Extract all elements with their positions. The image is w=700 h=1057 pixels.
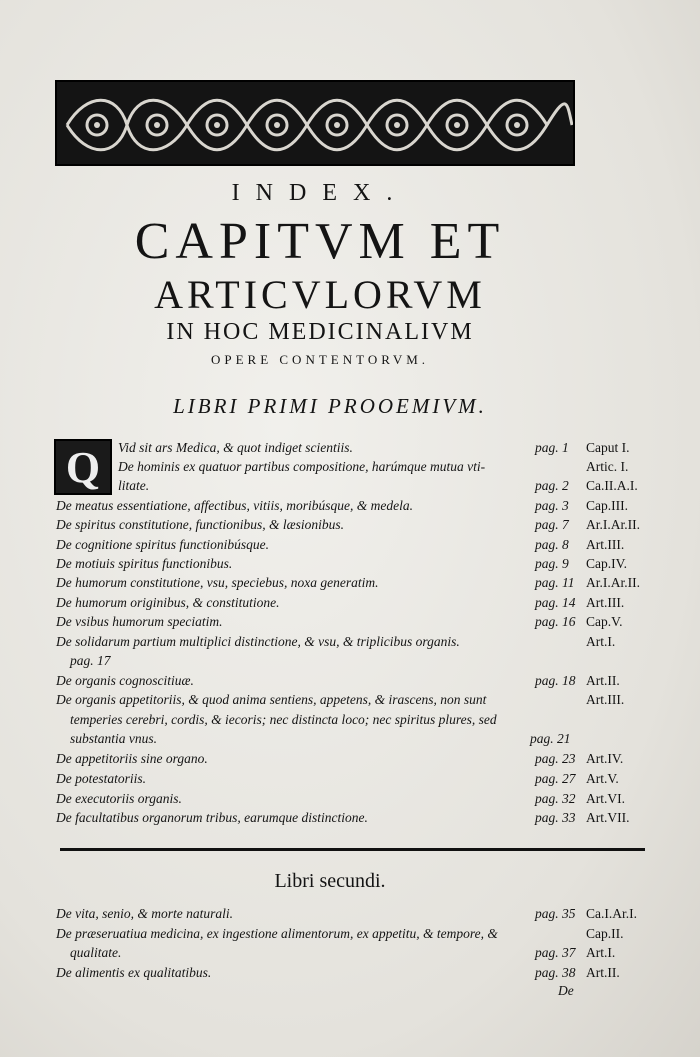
toc-entry-page: pag. 21 [530,731,571,746]
toc-entry-reference: Art.IV. [586,751,624,766]
toc-entry-title: De meatus essentiatione, affectibus, vitiis, moribúsque, & medela. [56,498,413,513]
toc-entry-reference: Art.I. [586,634,616,649]
toc-entry-page: pag. 2 [535,478,569,493]
toc-entry-title: De hominis ex quatuor partibus compositione, harúmque mutua vti- [118,459,486,474]
toc-entry-title: De alimentis ex qualitatibus. [56,965,212,980]
toc-row [0,789,700,808]
toc-row [0,729,700,748]
toc-entry-title: De humorum originibus, & constitutione. [56,595,280,610]
toc-row [0,749,700,768]
toc-entry-page: pag. 37 [535,945,576,960]
toc-row [0,554,700,573]
title-line-2: ARTICVLORVM [154,272,486,317]
toc-row [0,904,700,923]
toc-entry-page: pag. 23 [535,751,576,766]
toc-entry-reference: Ar.I.Ar.II. [586,517,640,532]
toc-entry-title: pag. 17 [70,653,111,668]
toc-row [0,981,700,1000]
toc-entry-page: pag. 14 [535,595,576,610]
section-heading-book-two: Libri secundi. [274,870,386,892]
toc-entry-page: pag. 18 [535,673,576,688]
toc-entry-reference: Cap.II. [586,926,624,941]
toc-entry-reference: Ar.I.Ar.II. [586,575,640,590]
toc-entry-reference: Art.III. [586,537,625,552]
toc-row [0,671,700,690]
toc-entry-page: pag. 38 [535,965,576,980]
toc-entry-reference: Ca.I.Ar.I. [586,906,637,921]
toc-entry-title: De executoriis organis. [56,791,182,806]
toc-entry-page: pag. 16 [535,614,576,629]
toc-entry-reference: Art.I. [586,945,616,960]
toc-entry-page: pag. 27 [535,771,576,786]
title-line-4: OPERE CONTENTORVM. [210,352,430,367]
toc-row [0,690,700,709]
toc-entry-title: De spiritus constitutione, functionibus, & læsionibus. [56,517,345,532]
title-line-1: CAPITVM ET [134,213,506,270]
toc-entry-title: substantia vnus. [70,731,158,746]
toc-row [0,573,700,592]
toc-entry-title: De organis cognoscitiuæ. [56,673,194,688]
toc-entry-title: De humorum constitutione, vsu, speciebus, noxa generatim. [56,575,379,590]
toc-entry-title: De vsibus humorum speciatim. [56,614,223,629]
toc-row [0,515,700,534]
toc-entry-title: litate. [118,478,150,493]
section-heading-book-one: LIBRI PRIMI PROOEMIVM. [173,394,487,418]
toc-entry-reference: Cap.IV. [586,556,628,571]
toc-entry-title: De organis appetitoriis, & quod anima sentiens, appetens, & irascens, non sunt [56,692,487,707]
toc-entry-page: pag. 7 [535,517,569,532]
toc-entry-reference: Art.VI. [586,791,625,806]
toc-entry-title: qualitate. [70,945,122,960]
toc-entry-reference: Cap.III. [586,498,628,513]
toc-row [0,612,700,631]
decorated-initial: Q [54,439,112,495]
toc-entry-page: pag. 11 [535,575,575,590]
toc-entry-title: De facultatibus organorum tribus, earumque distinctione. [56,810,368,825]
toc-entry-title: De vita, senio, & morte naturali. [56,906,233,921]
toc-row [0,710,700,729]
toc-row [0,438,700,457]
toc-row [0,476,700,495]
toc-entry-page: pag. 35 [535,906,576,921]
toc-entry-reference: Art.II. [586,965,620,980]
section-divider [60,848,645,851]
toc-row [0,943,700,962]
index-heading: INDEX. [231,180,409,206]
toc-entry-reference: Art.V. [586,771,619,786]
toc-row [0,651,700,670]
title-line-3: IN HOC MEDICINALIVM [166,319,474,345]
toc-row [0,535,700,554]
toc-entry-page: pag. 3 [535,498,569,513]
toc-entry-reference: Artic. I. [586,459,629,474]
toc-row [0,963,700,982]
toc-entry-title: De motiuis spiritus functionibus. [56,556,233,571]
toc-entry-page: pag. 1 [535,440,569,455]
toc-row [0,808,700,827]
toc-entry-page: pag. 8 [535,537,569,552]
toc-entry-page: pag. 32 [535,791,576,806]
toc-entry-title: De [558,983,574,998]
toc-row [0,496,700,515]
toc-entry-title: De potestatoriis. [56,771,146,786]
toc-entry-page: pag. 33 [535,810,576,825]
toc-entry-reference: Art.VII. [586,810,630,825]
toc-row [0,457,700,476]
toc-entry-title: Vid sit ars Medica, & quot indiget scientiis. [118,440,353,455]
toc-entry-title: De appetitoriis sine organo. [56,751,208,766]
toc-entry-reference: Art.III. [586,595,625,610]
toc-entry-title: temperies cerebri, cordis, & iecoris; nec distincta loco; nec spiritus plures, sed [70,712,497,727]
toc-row [0,632,700,651]
toc-row [0,769,700,788]
toc-entry-reference: Ca.II.A.I. [586,478,638,493]
toc-entry-title: De præseruatiua medicina, ex ingestione alimentorum, ex appetitu, & tempore, & [56,926,498,941]
toc-entry-title: De cognitione spiritus functionibúsque. [56,537,269,552]
toc-entry-reference: Caput I. [586,440,630,455]
toc-entry-title: De solidarum partium multiplici distinctione, & vsu, & triplicibus organis. [56,634,460,649]
toc-row [0,924,700,943]
toc-entry-page: pag. 9 [535,556,569,571]
toc-entry-reference: Art.II. [586,673,620,688]
toc-entry-reference: Art.III. [586,692,625,707]
toc-entry-reference: Cap.V. [586,614,623,629]
toc-row [0,593,700,612]
